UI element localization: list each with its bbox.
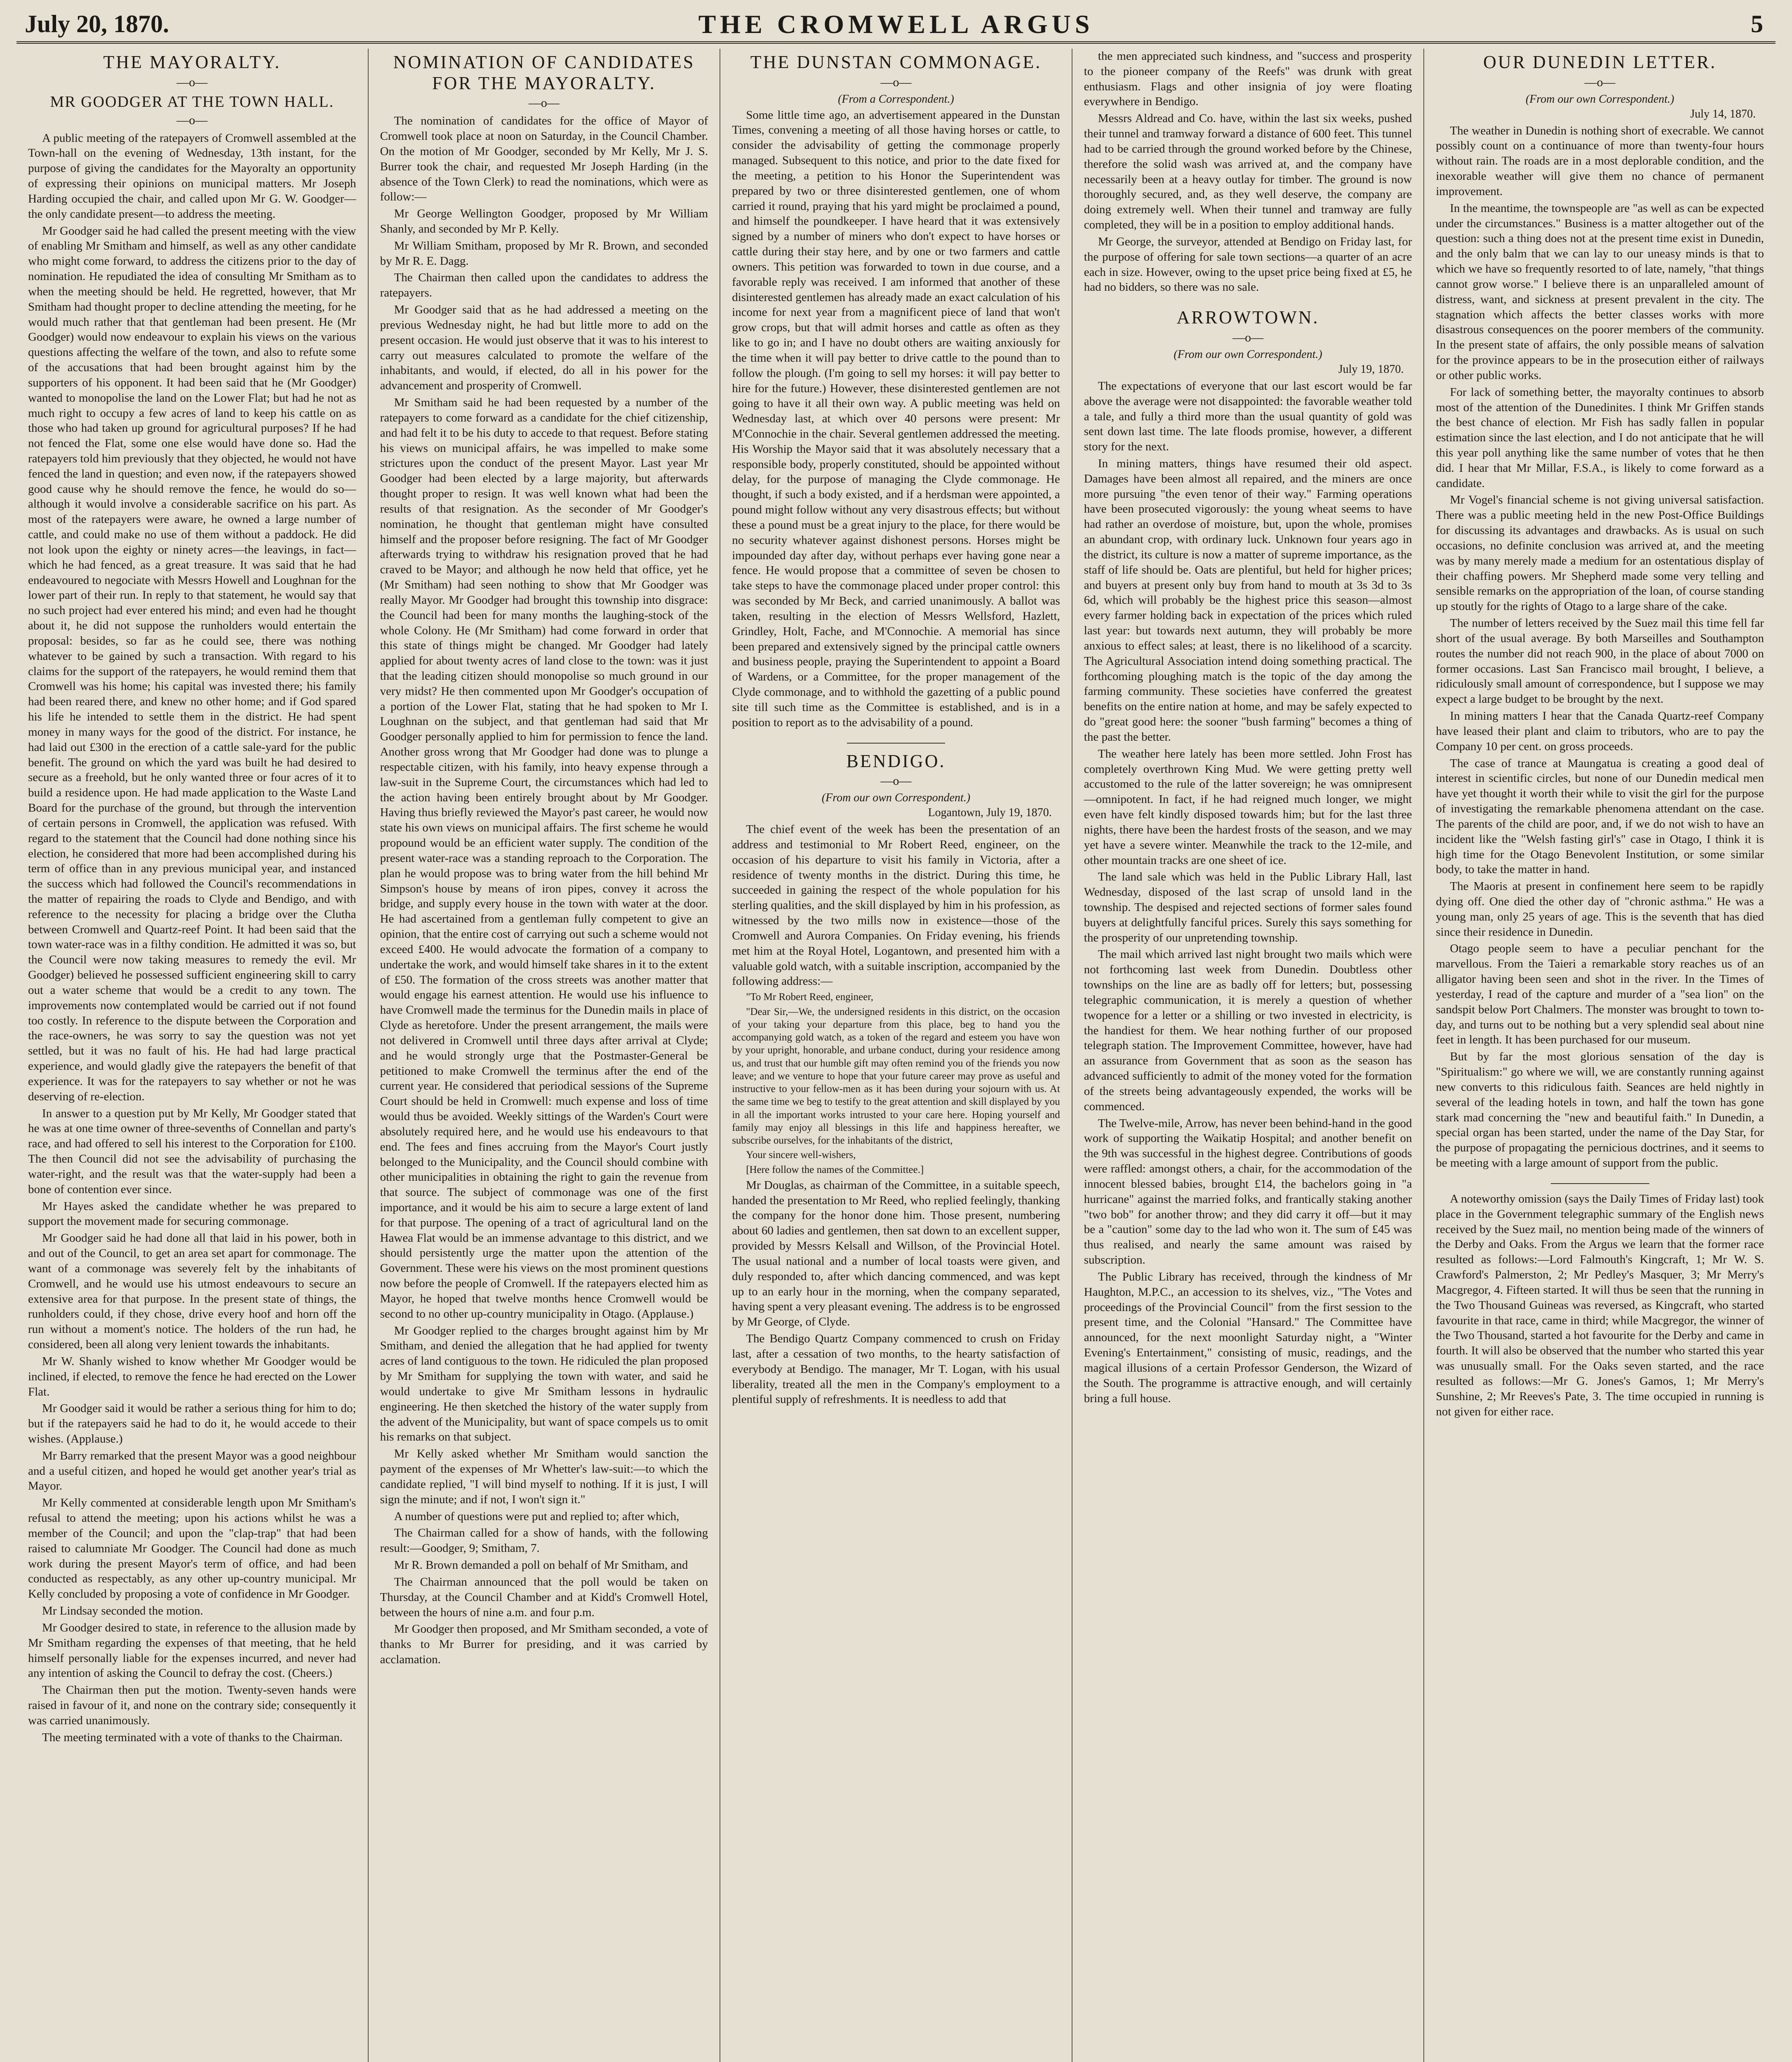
paragraph: In mining matters, things have resumed their old aspect. Damages have been almost all repaired, and the miners are once more pursuing "the even tenor of their way." Farming operations have been prosecuted vigorously: the young wheat seems to have had rather an overdose of moisture, but, upon the whole, promises an abundant crop, with ordinary luck. Unknown four years ago in the district, its culture is now a matter of supreme importance, as the staff of life should be. Oats are plentiful, but held for higher prices; and buyers at present only buy from hand to mouth at 3s 3d to 3s 6d, which will probably be the highest price this season—almost every farmer holding back in expectation of the prices which ruled last year: but towards next autumn, they will probably be more anxious to effect sales; at least, there is no likelihood of a scarcity. The Agricultural Association intend doing something practical. The forthcoming ploughing match is the topic of the day among the farming community. These societies have conferred the greatest benefits on the entire nation at home, and may be safely expected to do "great good here: the sooner "bush farming" becomes a thing of the past the better. [1084,457,1412,744]
correspondent-line: (From our own Correspondent.) [1174,348,1322,361]
paragraph: The meeting terminated with a vote of thanks to the Chairman. [42,1730,343,1744]
paragraph: The Maoris at present in confinement here seem to be rapidly dying off. One died the other day of "chronic asthma." He was a young man, only 25 years of age. This is the seventh that has died since their residence in Dunedin. [1436,880,1764,939]
article-rule [1551,1183,1649,1184]
paragraph: The number of letters received by the Suez mail this time fell far short of the usual average. By both Marseilles and Southampton routes the number did not reach 900, in the place of about 7000 on former occasions. Last San Francisco mail brought, I believe, a ridiculously small amount of correspondence, but I suppose we may expect a large budget to be brought by the next. [1436,617,1764,706]
paragraph: Mr Lindsay seconded the motion. [42,1604,203,1618]
paragraph: [Here follow the names of the Committee.] [746,1164,924,1175]
paragraph: Mr Kelly commented at considerable length upon Mr Smitham's refusal to attend the meeting; upon his actions whilst he was a member of the Council; and upon the "clap-trap" that had been raised to calumniate Mr Goodger. The Council had done as much work during the present Mayor's term of office, and had been conducted as respectably, as any other up-country municipal. Mr Kelly concluded by proposing a vote of confidence in Mr Goodger. [28,1496,356,1601]
article-title: OUR DUNEDIN LETTER. [1483,52,1717,72]
paragraph: Mr Goodger said it would be rather a serious thing for him to do; but if the ratepayers said he had to do it, he would accede to their wishes. (Applause.) [28,1402,356,1445]
paragraph: Mr Douglas, as chairman of the Committee, in a suitable speech, handed the presentation to Mr Reed, who replied feelingly, thanking the company for the honor done him. Those present, numbering about 60 ladies and gentlemen, then sat down to an excellent supper, provided by Messrs Kelsall and Willson, of the Provincial Hotel. The usual national and a number of local toasts were given, and duly responded to, after which dancing commenced, and was kept up to an early hour in the morning, when the company separated, having spent a very pleasant evening. The address is to be engrossed by Mr George, of Clyde. [732,1178,1060,1329]
paragraph: The Chairman called for a show of hands, with the following result:—Goodger, 9; Smitham, 7. [380,1526,708,1555]
paragraph: Mr Smitham said he had been requested by a number of the ratepayers to come forward as a candidate for the chief citizenship, and had felt it to be his duty to accede to that request. Before stating his views on municipal affairs, he was impelled to make some strictures upon the conduct of the present Mayor. Last year Mr Goodger had been elected by a large majority, but afterwards thought proper to resign. It was well known what had been the results of that resignation. As the seconder of Mr Goodger's nomination, he thought that gentleman might have consulted himself and the proposer before resigning. The fact of Mr Goodger afterwards trying to withdraw his resignation proved that he had craved to be Mayor; and although he now held that office, yet he (Mr Smitham) had seen nothing to show that Mr Goodger was really Mayor. Mr Goodger had brought this township into disgrace: the Council had been for many months the laughing-stock of the whole Colony. He (Mr Smitham) had come forward in order that this state of things might be changed. Mr Goodger had lately applied for about twenty acres of land close to the town: was it just that the leading citizen should monopolise so much ground in our very midst? He then commented upon Mr Goodger's occupation of a portion of the Lower Flat, stating that he had spoken to Mr I. Loughnan on the subject, and that gentleman had said that Mr Goodger personally applied to him for permission to fence the land. Another gross wrong that Mr Goodger had done was to plunge a respectable citizen, with his family, into heavy expense through a law-suit in the Supreme Court, the circumstances which had led to the action having been entirely brought about by Mr Goodger. Having thus briefly reviewed the Mayor's past career, he would now state his own views on municipal affairs. The first scheme he would propound would be an efficient water supply. The condition of the present water-race was a standing reproach to the Corporation. The plan he would propose was to bring water from the hill behind Mr Simpson's house by means of iron pipes, convey it across the bridge, and supply every house in the town with water at the door. He had ascertained from a gentleman fully competent to give an opinion, that the entire cost of carrying out such a scheme would not exceed £400. He would advocate the formation of a company to undertake the work, and would himself take shares in it to the extent of £50. The formation of the cross streets was another matter that would engage his earnest attention. He would use his influence to have Cromwell made the terminus for the Dunedin mails in place of Clyde as heretofore. Under the present arrangement, the mails were not delivered in Cromwell until three days after arrival at Clyde; and he would strongly urge that the Postmaster-General be petitioned to make Cromwell the terminus after the end of the current year. He considered that periodical sessions of the Supreme Court should be held in Cromwell: much expense and loss of time would thus be avoided. Weekly sittings of the Warden's Court were absolutely required here, and he would use his endeavours to that end. The fees and fines accruing from the Mayor's Court justly belonged to the Municipality, and the Council should combine with other municipalities in obtaining the right to gain the revenue from that source. The subject of commonage was one of the first importance, and it would be his aim to secure a large extent of land for that purpose. The opening of a tract of agricultural land on the Hawea Flat would be an immense advantage to this district, and we should persistently urge the matter upon the attention of the Government. These were his views on the most prominent questions now before the people of Cromwell. If the ratepayers elected him as Mayor, he hoped that twelve months hence Cromwell would be second to no other up-country municipality in Otago. (Applause.) [380,396,708,1321]
article [380,52,708,1667]
column-4 [1072,49,1425,2062]
column-1 [16,49,369,2062]
paragraph: Mr William Smitham, proposed by Mr R. Brown, and seconded by Mr R. E. Dagg. [380,239,708,268]
paragraph: The weather in Dunedin is nothing short of execrable. We cannot possibly count on a continuance of more than twenty-four hours without rain. The roads are in a most deplorable condition, and the inexorable weather will give them no chance of permanent improvement. [1436,124,1764,198]
article [732,52,1060,730]
paragraph: Messrs Aldread and Co. have, within the last six weeks, pushed their tunnel and tramway forward a distance of 600 feet. This tunnel had to be carried through the ground worked before by the Chinese, therefore the solid wash was arrived at, and the company have necessarily been at a heavy outlay for timber. The ground is now thoroughly secured, and, as they well deserve, the company are doing extremely well. When their tunnel and tramway are fully completed, they will be in a position to employ additional hands. [1084,112,1412,232]
article [1084,307,1412,1406]
title-ornament: —o— [1232,330,1264,344]
paragraph: Mr Kelly asked whether Mr Smitham would sanction the payment of the expenses of Mr Whetter's law-suit:—to which the candidate replied, "I will bind myself to nothing. If it is just, I will sign the minute; and if not, I won't sign it." [380,1447,708,1506]
paragraph: Mr Barry remarked that the present Mayor was a good neighbour and a useful citizen, and hoped he would get another year's trial as Mayor. [28,1449,356,1493]
paragraph: the men appreciated such kindness, and "success and prosperity to the pioneer company of the Reefs" was drunk with great enthusiasm. Flags and other insignia of joy were floating everywhere in Bendigo. [1084,49,1412,108]
paragraph: The Public Library has received, through the kindness of Mr Haughton, M.P.C., an accession to its shelves, viz., "The Votes and proceedings of the Provincial Council" from the first session to the present time, and the Colonial "Hansard." The Committee have announced, for the next moonlight Saturday night, a "Winter Evening's Entertainment," consisting of music, readings, and the magical illusions of a certain Professor Genderson, the Wizard of the South. The programme is attractive enough, and will certainly bring a full house. [1084,1270,1412,1405]
title-ornament: —o— [880,75,912,89]
paragraph: In mining matters I hear that the Canada Quartz-reef Company have leased their plant and claim to tributors, who are to pay the Company 10 per cent. on gross proceeds. [1436,709,1764,753]
correspondent-line: (From a Correspondent.) [838,92,954,106]
article [1436,52,1764,1171]
paragraph: Mr George Wellington Goodger, proposed by Mr William Shanly, and seconded by Mr P. Kelly. [380,207,708,235]
article-title: NOMINATION OF CANDIDATES FOR THE MAYORALTY. [393,52,695,93]
article-title: BENDIGO. [846,751,946,771]
paragraph: But by far the most glorious sensation of the day is "Spiritualism:" go where we will, we are constantly running against new converts to this ridiculous faith. Seances are held nightly in several of the leading hotels in town, and half the town has gone stark mad concerning the "new and beautiful faith." In Dunedin, a special organ has been started, under the name of the Day Star, for the purpose of propagating the pernicious doctrines, and it seems to be meeting with a large amount of support from the public. [1436,1050,1764,1170]
correspondent-line: (From our own Correspondent.) [1525,92,1674,106]
paragraph: "To Mr Robert Reed, engineer, [746,991,873,1003]
article [732,751,1060,1408]
dateline: Logantown, July 19, 1870. [928,806,1052,819]
paragraph: Mr Hayes asked the candidate whether he was prepared to support the movement made for securing commonage. [28,1199,356,1228]
paragraph: Mr Goodger then proposed, and Mr Smitham seconded, a vote of thanks to Mr Burrer for presiding, and it was carried by acclamation. [380,1622,708,1666]
page-number: 5 [1751,10,1763,38]
article [28,52,356,1745]
paragraph: The Chairman then put the motion. Twenty-seven hands were raised in favour of it, and none on the contrary side; consequently it was carried unanimously. [28,1683,356,1727]
paragraph: Mr R. Brown demanded a poll on behalf of Mr Smitham, and [394,1558,688,1572]
paragraph: A public meeting of the ratepayers of Cromwell assembled at the Town-hall on the evening of Wednesday, 13th instant, for the purpose of giving the candidates for the Mayoralty an opportunity of expressing their opinions on municipal matters. Mr Joseph Harding occupied the chair, and called upon Mr G. W. Goodger—the only candidate present—to address the meeting. [28,131,356,221]
paragraph: Otago people seem to have a peculiar penchant for the marvellous. From the Taieri a remarkable story reaches us of an alligator having been seen and shot in the river. In the Times of yesterday, I read of the capture and murder of a "sea lion" on the sandspit below Port Chalmers. The monster was brought to town to-day, and turns out to be nothing but a very splendid seal about nine feet in length. It has been purchased for our museum. [1436,942,1764,1047]
paragraph: The case of trance at Maungatua is creating a good deal of interest in scientific circles, but none of our Dunedin medical men have yet thought it worth their while to visit the girl for the purpose of investigating the remarkable phenomena attendant on the case. The parents of the child are poor, and, if we do not wish to have an incident like the "Welsh fasting girl's" case in Otago, I think it is high time for the Otago Benevolent Institution, or some similar body, to take the matter in hand. [1436,756,1764,876]
paragraph: The Chairman announced that the poll would be taken on Thursday, at the Council Chamber and at Kidd's Cromwell Hotel, between the hours of nine a.m. and four p.m. [380,1575,708,1619]
article-rule [847,743,945,744]
paragraph: In answer to a question put by Mr Kelly, Mr Goodger stated that he was at one time owner of three-sevenths of Connellan and party's race, and had offered to sell his interest to the Corporation for £100. The then Council did not see the advisability of purchasing the water-right, and the result was that the water-supply had been a bone of contention ever since. [28,1106,356,1196]
column-2 [369,49,721,2062]
columns [16,49,1776,2062]
correspondent-line: (From our own Correspondent.) [821,791,971,805]
paragraph: "Dear Sir,—We, the undersigned residents in this district, on the occasion of your taking your departure from this place, beg to hand you the accompanying gold watch, as a token of the regard and esteem you have won by your upright, honorable, and urbane conduct, during your residence among us, and trust that our humble gift may often remind you of the friends you now leave; and we venture to hope that your future career may prove as useful and instructive to your fellow-men as it has been during your sojourn with us. At the same time we beg to testify to the great attention and skill displayed by you in all the important works intrusted to your care here. Hoping yourself and family may enjoy all blessings in this life and happiness hereafter, we subscribe ourselves, for the inhabitants of the district, [732,1006,1060,1146]
paragraph: The expectations of everyone that our last escort would be far above the average were not disappointed: the favorable weather told a tale, and fully a third more than the usual quantity of gold was sent down last time. The late floods promise, however, a different story for the next. [1084,379,1412,454]
paragraph: Your sincere well-wishers, [746,1149,856,1161]
article-title: ARROWTOWN. [1176,307,1319,328]
article [1084,49,1412,295]
paragraph: Mr Vogel's financial scheme is not giving universal satisfaction. There was a public meeting held in the new Post-Office Buildings for discussing its advantages and drawbacks. As is usual on such occasions, no definite conclusion was arrived at, and the meeting was by many merely made a medium for an ostentatious display of their chaffing powers. Mr Shepherd made some very telling and sensible remarks on the appropriation of the loan, of course standing up stoutly for the rights of Otago to a large share of the cake. [1436,493,1764,613]
paragraph: For lack of something better, the mayoralty continues to absorb most of the attention of the Dunedinites. I think Mr Griffen stands the best chance of election. Mr Fish has sadly fallen in popular estimation since the last election, and I do not anticipate that he will this year poll anything like the same number of votes that he then did. I hear that Mr Millar, F.S.A., is likely to come forward as a candidate. [1436,385,1764,490]
title-ornament: —o— [880,774,912,788]
title-ornament: —o— [1584,75,1616,89]
issue-date: July 20, 1870. [25,10,169,38]
paragraph: The mail which arrived last night brought two mails which were not forthcoming last week from Dunedin. Doubtless other townships on the line are as badly off for letters; but, possessing telegraphic communication, it is merely a question of whether twopence for a letter or a shilling or two invested in electricity, is the handiest for them. We hear nothing further of our proposed telegraph station. The Improvement Committee, however, have had an assurance from Government that as soon as the season has advanced sufficiently to admit of the money voted for the formation of the streets being advantageously expended, the works will be commenced. [1084,948,1412,1113]
paragraph: A number of questions were put and replied to; after which, [394,1509,680,1523]
paragraph: Mr Goodger said that as he had addressed a meeting on the previous Wednesday night, he had but little more to add on the present occasion. He would just observe that it was to his interest to carry out measures calculated to promote the welfare of the inhabitants, and would, if elected, do all in his power for the advancement and prosperity of Cromwell. [380,303,708,393]
paragraph: Mr Goodger desired to state, in reference to the allusion made by Mr Smitham regarding the expenses of that meeting, that he held himself personally liable for the expenses incurred, and never had any intention of asking the Council to defray the cost. (Cheers.) [28,1621,356,1680]
article-subtitle: MR GOODGER AT THE TOWN HALL. [50,93,334,111]
paragraph: Mr Goodger replied to the charges brought against him by Mr Smitham, and denied the allegation that he had applied for twenty acres of land contiguous to the town. He ridiculed the plan proposed by Mr Smitham for supplying the town with water, and said he would undertake to give Mr Smitham lessons in hydraulic engineering. He then sketched the history of the water supply from the advent of the Municipality, but want of space compels us to omit his remarks on that subject. [380,1324,708,1444]
dateline: July 14, 1870. [1690,107,1756,120]
article-title: THE MAYORALTY. [103,52,281,72]
paragraph: The chief event of the week has been the presentation of an address and testimonial to Mr Robert Reed, engineer, on the occasion of his departure to visit his family in Victoria, after a residence of twenty months in the district. During this time, he succeeded in gaining the respect of the whole population for his sterling qualities, and the skill displayed by him in his profession, as witnessed by the two mills now in existence—those of the Cromwell and Aurora Companies. On Friday evening, his friends met him at the Royal Hotel, Logantown, and presented him with a valuable gold watch, with a suitable inscription, accompanied by the following address:— [732,823,1060,988]
dateline: July 19, 1870. [1338,362,1404,376]
paragraph: Mr Goodger said he had called the present meeting with the view of enabling Mr Smitham and himself, as well as any other candidate who might come forward, to address the citizens prior to the day of nomination. He repudiated the idea of consulting Mr Smitham as to when the meeting should be held. He regretted, however, that Mr Smitham had thought proper to decline attending the meeting, for he would much rather that that gentleman had been present. He (Mr Goodger) would now endeavour to explain his views on the various questions affecting the welfare of the town, and also to refute some of the accusations that had been brought against him by the supporters of his opponent. It had been said that he (Mr Goodger) wanted to monopolise the land on the Lower Flat; but had he not as much right to occupy a few acres of land to keep his cattle on as those who had taken up ground for agricultural purposes? If he had not fenced the Flat, some one else would have done so. Had the ratepayers told him previously that they objected, he would not have fenced the land in question; and even now, if the ratepayers showed good cause why he should remove the fence, he would do so—although it would involve a considerable sacrifice on his part. As most of the ratepayers were aware, he owned a large number of cattle, and could make no use of them without a paddock. He did not look upon the eighty or ninety acres—the leavings, in fact—which he had fenced, as a great treasure. It was said that he had endeavoured to negociate with Messrs Howell and Loughnan for the lower part of their run. In reply to that statement, he would say that no such project had ever entered his mind; and even had he thought about it, he did not suppose the runholders would entertain the proposal: besides, so far as he could see, there was nothing whatever to be gained by such a transaction. With regard to his claims for the support of the ratepayers, he would remind them that Cromwell was his home; his capital was invested there; his family had been reared there, and knew no other home; and if God spared his life he intended to settle them in the district. He had spent money in many ways for the good of the district. For instance, he had laid out £300 in the erection of a cattle sale-yard for the public benefit. The ground on which the yard was built he had desired to secure as a freehold, but he only wanted three or four acres of it to build a residence upon. He had made application to the Waste Land Board for the purchase of the ground, but through the intervention of certain persons in Cromwell, the application was refused. With regard to the statement that the Council had done nothing since his election, he considered that more had been accomplished during his term of office than in any previous municipal year, and instanced the success which had followed the Council's recommendations in the matter of repairing the roads to Clyde and Bendigo, and with reference to the necessity for placing a bridge over the Clutha between Cromwell and Quartz-reef Point. It had been said that the town water-race was in a filthy condition. He admitted it was so, but the Council were now taking measures to remedy the evil. Mr Goodger) believed he possessed sufficient engineering skill to carry out a water scheme that would be a credit to any town. The improvements now contemplated would be carried out if not found too costly. In reference to the dispute between the Corporation and the race-owners, he was sorry to say the question was not yet settled, but it was no fault of his. He had had large practical experience, and would gladly give the ratepayers the benefit of that experience. It was for the ratepayers to say whether or not he was deserving of re-election. [28,224,356,1103]
paragraph: Mr George, the surveyor, attended at Bendigo on Friday last, for the purpose of offering for sale town sections—a quarter of an acre each in size. However, owing to the upset price being fixed at £5, he had no bidders, so there was no sale. [1084,235,1412,294]
paragraph: The nomination of candidates for the office of Mayor of Cromwell took place at noon on Saturday, in the Council Chamber. On the motion of Mr Goodger, seconded by Mr Kelly, Mr J. S. Burrer took the chair, and requested Mr Joseph Harding (in the absence of the Town Clerk) to read the nominations, which were as follow:— [380,114,708,204]
paragraph: A noteworthy omission (says the Daily Times of Friday last) took place in the Government telegraphic summary of the English news received by the Suez mail, no mention being made of the winners of the Derby and Oaks. From the Argus we learn that the former race resulted as follows:—Lord Falmouth's Kingcraft, 1; Mr W. S. Crawford's Palmerston, 2; Mr Pedley's Masquer, 3; Mr Merry's Macgregor, 4. Fifteen started. It will thus be seen that the running in the Two Thousand Guineas was reversed, as Kingcraft, who started favourite in that race, came in third; while Macgregor, the winner of the Two Thousand, started a hot favourite for the Derby and came in fourth. It will also be observed that the number who started this year was unusually small. For the Oaks seven started, and the race resulted as follows:—Mr G. Jones's Gamos, 1; Mr Merry's Sunshine, 2; Mr Reeves's Pate, 3. The time occupied in running is not given for either race. [1436,1192,1764,1418]
title-ornament: —o— [528,96,560,110]
paper-title: THE CROMWELL ARGUS [698,9,1094,39]
paragraph: Some little time ago, an advertisement appeared in the Dunstan Times, convening a meeting of all those having horses or cattle, to consider the advisability of getting the commonage properly managed. Subsequent to this notice, and prior to the date fixed for the meeting, a petition to his Honor the Superintendent was prepared by two or three disinterested gentlemen, one of whom carried it round, praying that his yard might be proclaimed a pound, and himself the poundkeeper. I have heard that it was extensively signed by a number of miners who don't expect to have horses or cattle during their stay here, and by one or two farmers and cattle owners. This petition was forwarded to town in due course, and a favorable reply was received. I am informed that another of these disinterested gentlemen has already made an exact calculation of his income for next year from a magnificent piece of land that won't grow crops, but that will admit horses and cattle as often as they like to go in; and I have no doubt others are waiting anxiously for the time when it will pay better to drive cattle to the pound than to follow the plough. (I'm going to sell my horses: it will pay better to hire for the future.) However, these disinterested gentlemen are not going to have it all their own way. A public meeting was held on Wednesday last, at which over 40 persons were present: Mr M'Connochie in the chair. Several gentlemen addressed the meeting. His Worship the Mayor said that it was absolutely necessary that a responsible body, properly constituted, should be appointed without delay, for the purpose of managing the Clyde commonage. He thought, if such a body existed, and if a herdsman were appointed, a pound might follow without any very disastrous effects; but without these a pound must be a great injury to the place, for there would be no security whatever against dishonest persons. Horses might be impounded day after day, without perhaps ever having gone near a fence. He would propose that a committee of seven be chosen to take steps to have the commonage placed under proper control: this was seconded by Mr Beck, and carried unanimously. A ballot was taken, resulting in the election of Messrs Wellsford, Hazlett, Grindley, Holt, Fache, and M'Connochie. A memorial has since been prepared and extensively signed by the principal cattle owners and business people, praying the Superintendent to appoint a Board of Wardens, or a Committee, for the proper management of the Clyde commonage, and to withhold the gazetting of a public pound site till such time as the Committee is established, and is in a position to report as to the advisability of a pound. [732,108,1060,729]
paragraph: The land sale which was held in the Public Library Hall, last Wednesday, disposed of the last scrap of unsold land in the township. The despised and rejected sections of former sales found buyers at delightfully fanciful prices. Surely this says something for the prosperity of our unpretending township. [1084,870,1412,944]
paragraph: In the meantime, the townspeople are "as well as can be expected under the circumstances." Business is a matter altogether out of the question: such a thing does not at the present time exist in Dunedin, and the only balm that we can lay to our uneasy minds is that to which we have so frequently resorted to of late, namely, "that things cannot grow worse." I believe there is an unparalleled amount of distress, want, and sickness at present prevalent in the city. The stagnation which affects the better classes works with more disastrous consequences on the poorer members of the community. In the present state of affairs, the only possible means of salvation for the province appears to be in the prosecution either of railways or other public works. [1436,201,1764,382]
paragraph: The Chairman then called upon the candidates to address the ratepayers. [380,271,708,300]
paragraph: The Twelve-mile, Arrow, has never been behind-hand in the good work of supporting the Waikatip Hospital; and another benefit on the 9th was successful in the highest degree. Contributions of goods were raffled: amongst others, a chair, for the accommodation of the innocent blessed babies, brought £14, the bachelors going in "a hurricane" against the married folks, and frantically staking another "two bob" for another throw; and they did carry it off—but it may be a "caution" some day to the lad who won it. The sum of £45 was thus realised, and nearly the same amount was raised by subscription. [1084,1116,1412,1267]
title-ornament: —o— [176,75,208,89]
column-3 [720,49,1072,2062]
article [1436,1191,1764,1419]
paragraph: Mr Goodger said he had done all that laid in his power, both in and out of the Council, to get an area set apart for commonage. The want of a commonage was severely felt by the inhabitants of Cromwell, and he would use his utmost endeavours to secure an extensive area for that purpose. In the present state of things, the runholders could, if they chose, drive every hoof and horn off the run without a moment's notice. The holders of the run had, he considered, been all along very lenient towards the inhabitants. [28,1231,356,1351]
paragraph: The Bendigo Quartz Company commenced to crush on Friday last, after a cessation of two months, to the hearty satisfaction of everybody at Bendigo. The manager, Mr T. Logan, with his usual liberality, treated all the men in the Company's employment to a plentiful supply of refreshments. It is needless to add that [732,1332,1060,1406]
paragraph: The weather here lately has been more settled. John Frost has completely overthrown King Mud. We were getting pretty well accustomed to the rule of the latter sovereign; he was omnipresent—omnipotent. In fact, if he had reigned much longer, we might even have felt kindly disposed towards him; but for the last three nights, there have been the hardest frosts of the season, and we may yet have a severe winter. Meanwhile the track to the 12-mile, and other mountain tracks are one sheet of ice. [1084,747,1412,867]
article-title: THE DUNSTAN COMMONAGE. [750,52,1042,72]
column-5 [1424,49,1776,2062]
title-ornament: —o— [176,113,208,127]
masthead [16,8,1776,44]
paragraph: Mr W. Shanly wished to know whether Mr Goodger would be inclined, if elected, to remove the fence he had erected on the Lower Flat. [28,1354,356,1398]
